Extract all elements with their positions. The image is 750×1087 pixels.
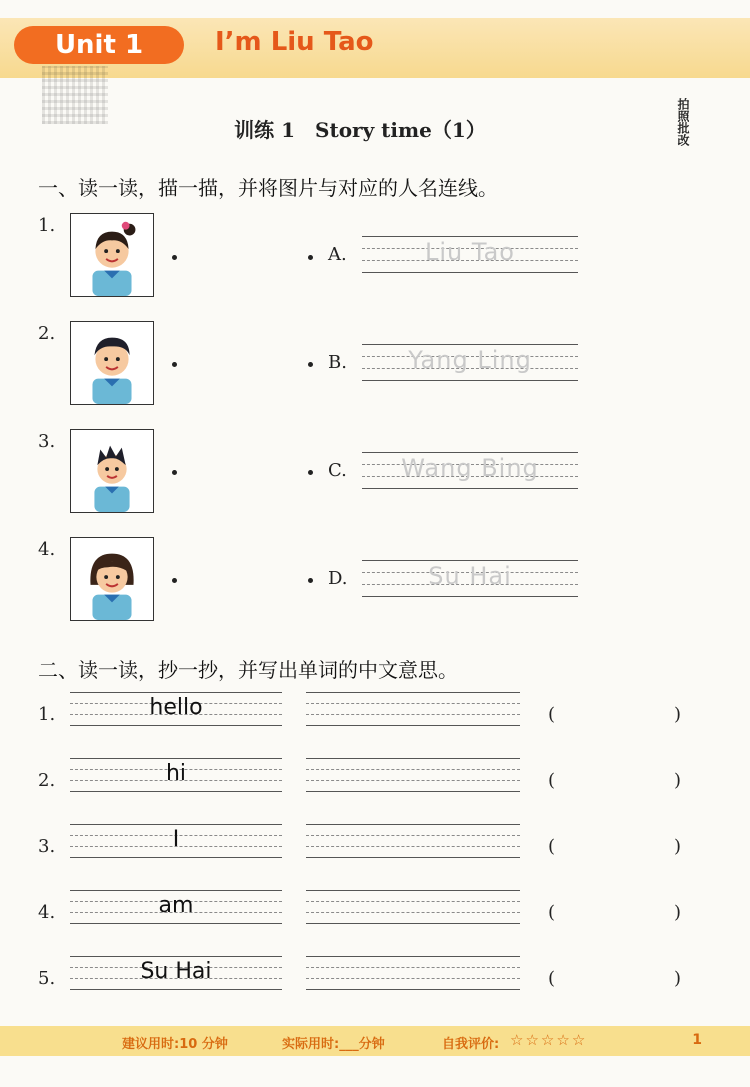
match-dot-right[interactable] (308, 362, 313, 367)
s2-item-number: 2. (38, 770, 56, 791)
star-icon[interactable]: ☆ (556, 1031, 570, 1049)
meaning-open-paren: ( (548, 968, 556, 989)
trace-name: Wang Bing (401, 454, 539, 482)
option-letter: A. (328, 244, 347, 265)
trace-lines[interactable] (362, 236, 578, 272)
trace-lines[interactable] (362, 560, 578, 596)
meaning-open-paren: ( (548, 704, 556, 725)
page-number: 1 (692, 1032, 702, 1048)
trace-lines[interactable] (362, 452, 578, 488)
word-lines (70, 890, 282, 924)
meaning-open-paren: ( (548, 836, 556, 857)
meaning-close-paren: ) (674, 770, 682, 791)
option-letter: D. (328, 568, 348, 589)
vocab-word: hi (165, 761, 187, 786)
suggested-time: 建议用时:10 分钟 (122, 1037, 228, 1052)
boy-picture (70, 321, 154, 405)
match-dot-right[interactable] (308, 578, 313, 583)
s1-item-number: 4. (38, 539, 56, 560)
meaning-close-paren: ) (674, 836, 682, 857)
word-lines (70, 758, 282, 792)
vocab-word: Su Hai (140, 959, 212, 984)
copy-lines[interactable] (306, 692, 520, 726)
trace-name: Liu Tao (425, 238, 515, 266)
section-2-title: 二、读一读，抄一抄，并写出单词的中文意思。 (38, 658, 458, 682)
star-icon[interactable]: ☆ (510, 1031, 524, 1049)
star-icon[interactable]: ☆ (525, 1031, 539, 1049)
option-letter: C. (328, 460, 347, 481)
copy-lines[interactable] (306, 956, 520, 990)
vocab-word: I (172, 827, 180, 852)
meaning-open-paren: ( (548, 902, 556, 923)
match-dot-right[interactable] (308, 470, 313, 475)
match-dot-left[interactable] (172, 578, 177, 583)
s2-item-number: 4. (38, 902, 56, 923)
s2-item-number: 3. (38, 836, 56, 857)
trace-name: Yang Ling (408, 346, 532, 374)
s2-item-number: 5. (38, 968, 56, 989)
word-lines (70, 956, 282, 990)
meaning-close-paren: ) (674, 704, 682, 725)
s1-item-number: 1. (38, 215, 56, 236)
lesson-title: 训练 1 Story time（1） (234, 118, 486, 142)
self-eval-stars[interactable] (510, 1031, 585, 1049)
word-lines (70, 692, 282, 726)
meaning-close-paren: ) (674, 902, 682, 923)
meaning-close-paren: ) (674, 968, 682, 989)
option-letter: B. (328, 352, 347, 373)
footer-band (0, 1026, 750, 1056)
self-eval-label: 自我评价: (442, 1037, 500, 1052)
girl-bob-hair-picture (70, 537, 154, 621)
vocab-word: am (158, 893, 194, 918)
vocab-word: hello (149, 695, 203, 720)
unit-title: I’m Liu Tao (215, 27, 374, 57)
actual-time: 实际用时:___分钟 (282, 1037, 385, 1052)
trace-name: Su Hai (428, 562, 512, 590)
s2-item-number: 1. (38, 704, 56, 725)
word-lines (70, 824, 282, 858)
match-dot-right[interactable] (308, 255, 313, 260)
unit-label: Unit 1 (54, 30, 144, 60)
boy-spiky-hair-picture (70, 429, 154, 513)
copy-lines[interactable] (306, 824, 520, 858)
unit-badge (14, 26, 184, 64)
copy-lines[interactable] (306, 758, 520, 792)
s1-item-number: 3. (38, 431, 56, 452)
copy-lines[interactable] (306, 890, 520, 924)
girl-ponytail-picture (70, 213, 154, 297)
match-dot-left[interactable] (172, 255, 177, 260)
s1-item-number: 2. (38, 323, 56, 344)
trace-lines[interactable] (362, 344, 578, 380)
meaning-open-paren: ( (548, 770, 556, 791)
match-dot-left[interactable] (172, 470, 177, 475)
star-icon[interactable]: ☆ (540, 1031, 555, 1049)
star-icon[interactable]: ☆ (571, 1031, 586, 1049)
section-1-title: 一、读一读，描一描，并将图片与对应的人名连线。 (38, 176, 498, 200)
match-dot-left[interactable] (172, 362, 177, 367)
photo-grading-note: 拍照批改 (676, 98, 690, 146)
